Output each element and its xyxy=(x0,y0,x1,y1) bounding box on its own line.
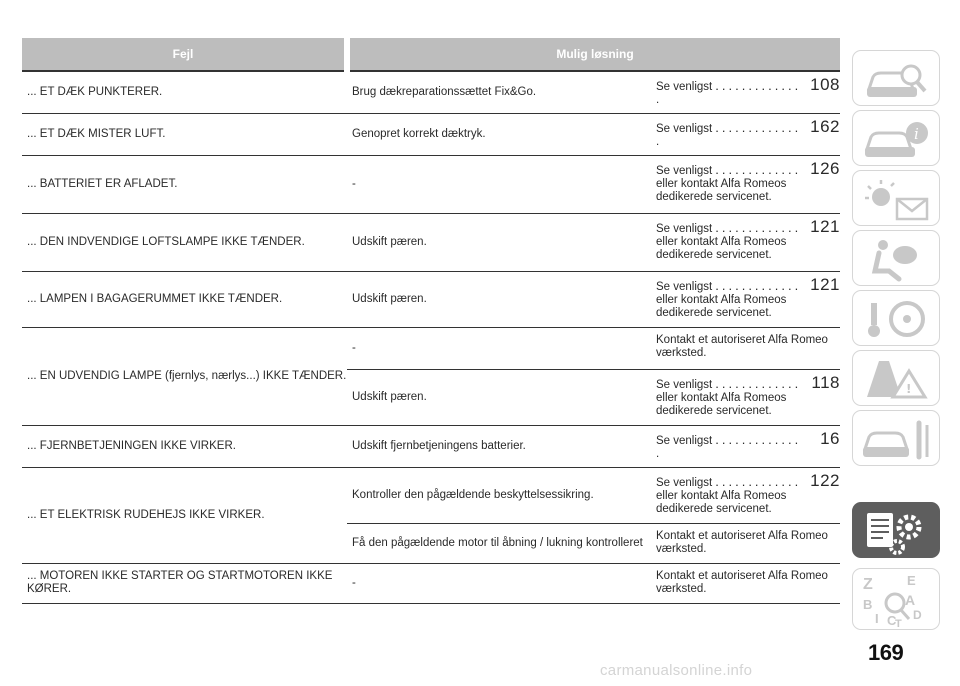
steering-key-icon xyxy=(853,291,941,347)
ref-prefix: Se venligst xyxy=(656,222,713,235)
ref-tail: eller kontakt Alfa Romeos dedikerede servicenet. xyxy=(656,391,787,417)
reference-cell xyxy=(651,425,840,467)
fault-cell: ... MOTOREN IKKE STARTER OG STARTMOTOREN IKKE KØRER. xyxy=(22,563,347,603)
ref-prefix: Se venligst xyxy=(656,122,713,135)
solution-cell: Genopret korrekt dæktryk. xyxy=(347,113,651,155)
leader-dots: ............. xyxy=(715,376,802,390)
svg-text:Z: Z xyxy=(863,576,873,593)
reference-cell xyxy=(651,71,840,113)
ref-tail: . xyxy=(656,94,660,106)
svg-text:T: T xyxy=(895,618,902,630)
table-row xyxy=(22,327,840,369)
fault-cell: ... EN UDVENDIG LAMPE (fjernlys, nærlys...) IKKE TÆNDER. xyxy=(22,327,347,425)
chapter-tab-technical-data[interactable] xyxy=(852,502,940,558)
chapter-tab-index[interactable] xyxy=(852,568,940,630)
leader-dots: ............. xyxy=(715,79,802,92)
fault-cell: ... LAMPEN I BAGAGERUMMET IKKE TÆNDER. xyxy=(22,271,347,327)
page-number: 169 xyxy=(868,640,904,665)
chapter-tab-service[interactable] xyxy=(852,410,940,466)
solution-cell: - xyxy=(347,155,651,213)
ref-prefix: Se venligst xyxy=(656,476,713,489)
solution-cell: - xyxy=(347,327,651,369)
reference-cell: Kontakt et autoriseret Alfa Romeo værksted. xyxy=(651,327,840,369)
chapter-tab-car-search[interactable] xyxy=(852,50,940,106)
svg-text:A: A xyxy=(905,592,916,608)
svg-text:E: E xyxy=(907,573,916,588)
svg-text:C: C xyxy=(887,613,897,628)
solution-cell: Udskift pæren. xyxy=(347,369,651,425)
page-reference-link[interactable]: 118 xyxy=(811,372,841,392)
table-row xyxy=(22,213,840,271)
ref-tail: eller kontakt Alfa Romeos dedikerede servicenet. xyxy=(656,293,787,319)
reference-cell: Kontakt et autoriseret Alfa Romeo værksted. xyxy=(651,523,840,563)
leader-dots: ............. xyxy=(715,278,802,292)
reference-cell xyxy=(651,155,840,213)
ref-tail: eller kontakt Alfa Romeos dedikerede servicenet. xyxy=(656,177,787,203)
svg-text:i: i xyxy=(914,125,919,143)
car-info-icon xyxy=(853,111,941,167)
ref-prefix: Se venligst xyxy=(656,378,713,391)
fault-cell: ... FJERNBETJENINGEN IKKE VIRKER. xyxy=(22,425,347,467)
ref-prefix: Se venligst xyxy=(656,81,713,93)
page-reference-link[interactable]: 121 xyxy=(810,274,841,294)
solution-cell: Udskift fjernbetjeningens batterier. xyxy=(347,425,651,467)
table-row xyxy=(22,155,840,213)
table-row xyxy=(22,71,840,113)
table-row xyxy=(22,271,840,327)
fault-cell: ... ET ELEKTRISK RUDEHEJS IKKE VIRKER. xyxy=(22,467,347,563)
leader-dots: ............. xyxy=(715,220,802,234)
solution-cell: Brug dækreparationssættet Fix&Go. xyxy=(347,71,651,113)
fault-cell: ... ET DÆK MISTER LUFT. xyxy=(22,113,347,155)
table-row xyxy=(22,563,840,603)
ref-prefix: Se venligst xyxy=(656,434,713,447)
table-row xyxy=(22,113,840,155)
fault-cell: ... BATTERIET ER AFLADET. xyxy=(22,155,347,213)
chapter-tab-emergency[interactable] xyxy=(852,350,940,406)
solution-cell: Udskift pæren. xyxy=(347,271,651,327)
page-reference-link[interactable]: 122 xyxy=(810,470,841,490)
chapter-tab-car-info[interactable] xyxy=(852,110,940,166)
car-search-icon xyxy=(853,51,941,107)
page-reference-link[interactable]: 16 xyxy=(820,428,841,448)
chapter-tab-airbag[interactable] xyxy=(852,230,940,286)
ref-tail: eller kontakt Alfa Romeos dedikerede servicenet. xyxy=(656,235,787,261)
watermark: carmanualsonline.info xyxy=(600,662,753,679)
svg-text:!: ! xyxy=(906,382,912,396)
table-row xyxy=(22,425,840,467)
fault-cell: ... ET DÆK PUNKTERER. xyxy=(22,71,347,113)
header-fault: Fejl xyxy=(22,38,347,71)
reference-cell xyxy=(651,271,840,327)
header-solution: Mulig løsning xyxy=(347,38,840,71)
chapter-tab-warning-lights[interactable] xyxy=(852,170,940,226)
alphabet-index-icon xyxy=(853,569,941,631)
reference-cell xyxy=(651,213,840,271)
fault-cell: ... DEN INDVENDIGE LOFTSLAMPE IKKE TÆNDER. xyxy=(22,213,347,271)
svg-text:D: D xyxy=(913,608,922,622)
ref-tail: eller kontakt Alfa Romeos dedikerede servicenet. xyxy=(656,489,787,515)
page-reference-link[interactable]: 121 xyxy=(810,216,841,236)
warning-lights-icon xyxy=(853,171,941,227)
chapter-tab-starting[interactable] xyxy=(852,290,940,346)
checklist-gear-icon xyxy=(853,503,941,559)
leader-dots: ............. xyxy=(715,474,802,488)
solution-cell: - xyxy=(347,563,651,603)
svg-text:I: I xyxy=(875,611,879,626)
reference-cell xyxy=(651,369,840,425)
leader-dots: ............. xyxy=(715,162,802,176)
airbag-seat-icon xyxy=(853,231,941,287)
page-reference-link[interactable]: 108 xyxy=(810,75,841,94)
ref-prefix: Se venligst xyxy=(656,280,713,293)
ref-tail: . xyxy=(656,447,660,460)
reference-cell: Kontakt et autoriseret Alfa Romeo værksted. xyxy=(651,563,840,603)
leader-dots: ............. xyxy=(715,120,802,134)
reference-cell xyxy=(651,113,840,155)
solution-cell: Kontroller den pågældende beskyttelsessikring. xyxy=(347,467,651,523)
table-header-row xyxy=(22,38,840,71)
svg-text:B: B xyxy=(863,597,873,612)
leader-dots: ............. xyxy=(715,432,802,446)
ref-tail: . xyxy=(656,135,660,148)
ref-prefix: Se venligst xyxy=(656,164,713,177)
car-service-icon xyxy=(853,411,941,467)
solution-cell: Udskift pæren. xyxy=(347,213,651,271)
troubleshooting-table xyxy=(22,38,840,604)
solution-cell: Få den pågældende motor til åbning / lukning kontrolleret xyxy=(347,523,651,563)
page-reference-link[interactable]: 126 xyxy=(810,158,841,178)
table-row xyxy=(22,467,840,523)
road-warning-icon xyxy=(853,351,941,407)
reference-cell xyxy=(651,467,840,523)
page-reference-link[interactable]: 162 xyxy=(810,116,841,136)
